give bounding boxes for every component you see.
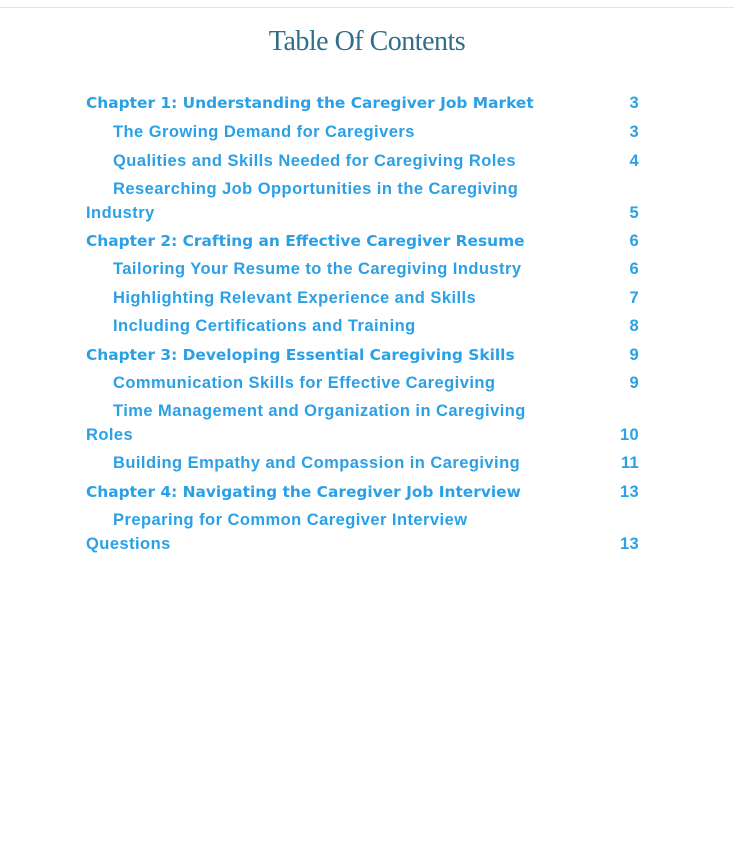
toc-section-link[interactable] <box>86 315 639 338</box>
toc-page-number: 9 <box>629 345 639 364</box>
toc-chapter-link[interactable] <box>86 344 639 367</box>
toc-chapter-link[interactable] <box>86 481 639 504</box>
toc-section-link[interactable] <box>86 372 639 395</box>
toc-entry-title: Qualities and Skills Needed for Caregiving Roles <box>113 151 517 170</box>
toc-chapter-link[interactable] <box>86 92 639 115</box>
toc-entry-title: Including Certifications and Training <box>113 317 416 336</box>
toc-page-number: 9 <box>629 374 639 393</box>
toc-entry-title: Building Empathy and Compassion in Caregiving <box>113 454 521 473</box>
toc-page-number: 3 <box>629 94 639 112</box>
toc-list <box>86 92 639 556</box>
toc-entry-title: Time Management and Organization in Caregiving Roles <box>86 402 526 444</box>
toc-page-number: 5 <box>629 203 639 222</box>
toc-page-number: 6 <box>629 232 639 251</box>
toc-entry-title: Chapter 3: Developing Essential Caregiving Skills <box>86 345 515 364</box>
toc-page-number: 6 <box>629 260 639 279</box>
toc-section-link[interactable] <box>86 150 639 173</box>
toc-entry-title: Tailoring Your Resume to the Caregiving Industry <box>113 260 522 279</box>
toc-entry-title: The Growing Demand for Caregivers <box>113 123 415 142</box>
toc-section-link[interactable] <box>86 178 639 225</box>
toc-page-number: 13 <box>620 482 639 501</box>
toc-entry-title: Chapter 1: Understanding the Caregiver Job Market <box>86 94 534 112</box>
toc-chapter-link[interactable] <box>86 230 639 253</box>
toc-page-number: 10 <box>620 425 639 444</box>
toc-entry-title: Communication Skills for Effective Caregiving <box>113 374 496 393</box>
toc-page-number: 13 <box>620 534 639 553</box>
toc-section-link[interactable] <box>86 509 639 556</box>
toc-entry-title: Chapter 2: Crafting an Effective Caregiver Resume <box>86 232 525 251</box>
toc-page-number: 8 <box>629 317 639 336</box>
top-divider <box>0 7 734 8</box>
toc-entry-title: Preparing for Common Caregiver Interview Questions <box>86 511 468 553</box>
page-title: Table Of Contents <box>268 26 466 57</box>
toc-page-number: 7 <box>629 288 639 307</box>
toc-entry-title: Chapter 4: Navigating the Caregiver Job Interview <box>86 482 521 501</box>
toc-section-link[interactable] <box>86 400 639 447</box>
toc-page-number: 11 <box>620 454 639 473</box>
toc-section-link[interactable] <box>86 258 639 281</box>
toc-section-link[interactable] <box>86 287 639 310</box>
toc-page-number: 3 <box>629 123 639 142</box>
toc-entry-title: Researching Job Opportunities in the Caregiving Industry <box>86 180 519 222</box>
toc-section-link[interactable] <box>86 121 639 144</box>
toc-section-link[interactable] <box>86 452 639 475</box>
toc-entry-title: Highlighting Relevant Experience and Skills <box>113 288 477 307</box>
toc-page-number: 4 <box>629 151 639 170</box>
